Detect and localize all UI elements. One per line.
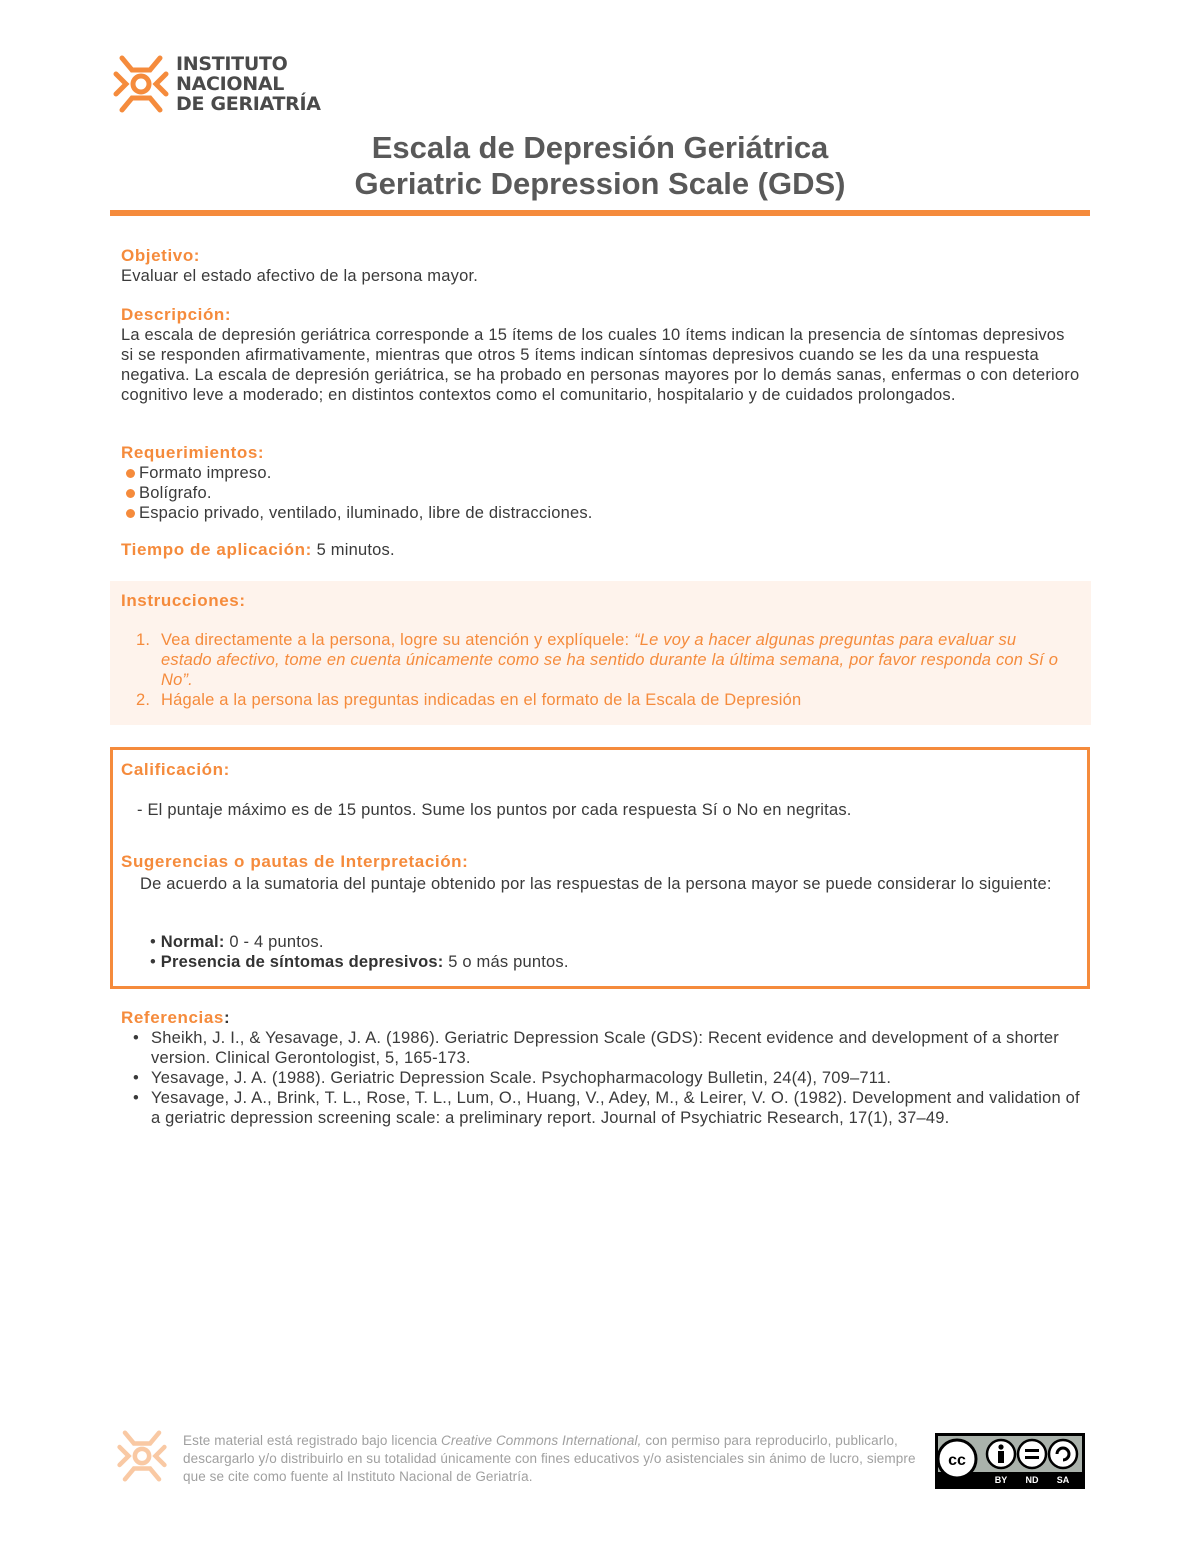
list-item: Formato impreso.	[121, 463, 1081, 483]
objetivo-label: Objetivo:	[121, 246, 201, 265]
section-tiempo	[121, 540, 1081, 560]
title-english: Geriatric Depression Scale (GDS)	[354, 166, 846, 201]
title-divider	[110, 210, 1090, 216]
cc-label-by: BY	[994, 1475, 1008, 1485]
list-item: Bolígrafo.	[121, 483, 1081, 503]
sugerencias-text: De acuerdo a la sumatoria del puntaje obtenido por las respuestas de la persona mayor se puede considerar lo siguiente:	[140, 875, 1052, 893]
page-title	[0, 130, 1200, 202]
logo-text-line2: NACIONAL	[176, 73, 285, 95]
calificacion-text: - El puntaje máximo es de 15 puntos. Sume los puntos por cada respuesta Sí o No en negritas.	[137, 801, 852, 819]
license-notice: Este material está registrado bajo licencia Creative Commons International, con permiso para reproducirlo, publicarlo, descargarlo y/o distribuirlo en su totalidad únicamente con fines educativos y/o asistenciales sin ánimo de lucro, siempre que se cite como fuente al Instituto Nacional de Geriatría.	[183, 1433, 916, 1484]
instructions-list	[136, 630, 1066, 710]
sugerencias-label: Sugerencias o pautas de Interpretación:	[121, 852, 469, 871]
instruction-quote: “Le voy a hacer algunas preguntas para evaluar su estado afectivo, tome en cuenta únicamente como se ha sentido durante la última semana, por favor responda con Sí o No”.	[161, 631, 1059, 689]
cc-label-nd: ND	[1025, 1475, 1039, 1485]
calificacion-label: Calificación:	[121, 760, 230, 779]
logo-mark-icon	[112, 50, 170, 118]
section-requerimientos	[121, 443, 1081, 523]
section-objetivo	[121, 246, 1081, 286]
cc-mark-text: cc	[948, 1452, 966, 1469]
reference-item: • Yesavage, J. A., Brink, T. L., Rose, T. L., Lum, O., Huang, V., Adey, M., & Leirer, V. O. (1982). Development and validation of a geriatric depression screening scale: a preliminary report. Journal of Psychiatric Research, 17(1), 37–49.	[133, 1089, 1080, 1127]
list-item: • Normal: 0 - 4 puntos.	[150, 933, 324, 951]
creative-commons-badge-icon	[935, 1433, 1085, 1489]
descripcion-label: Descripción:	[121, 305, 232, 324]
instrucciones-label: Instrucciones:	[121, 591, 246, 610]
logo-text-line1: INSTITUTO	[176, 53, 288, 75]
cc-label-sa: SA	[1056, 1475, 1070, 1485]
tiempo-label: Tiempo de aplicación:	[121, 540, 312, 559]
bullet-dot-icon	[126, 509, 135, 518]
reference-item: • Yesavage, J. A. (1988). Geriatric Depression Scale. Psychopharmacology Bulletin, 24(4), 709–711.	[133, 1069, 892, 1087]
list-item: • Presencia de síntomas depresivos: 5 o más puntos.	[150, 953, 569, 971]
bullet-dot-icon	[126, 489, 135, 498]
list-item: Espacio privado, ventilado, iluminado, libre de distracciones.	[121, 503, 1081, 523]
referencias-label: Referencias:	[121, 1008, 231, 1027]
reference-item: • Sheikh, J. I., & Yesavage, J. A. (1986). Geriatric Depression Scale (GDS): Recent evidence and development of a shorter version. Clinical Gerontologist, 5, 165-173.	[133, 1029, 1059, 1067]
institute-logo	[112, 50, 342, 122]
title-spanish: Escala de Depresión Geriátrica	[371, 130, 829, 165]
instruction-item-2: 2. Hágale a la persona las preguntas indicadas en el formato de la Escala de Depresión	[136, 691, 802, 709]
references-list	[131, 1028, 1081, 1128]
objetivo-text: Evaluar el estado afectivo de la persona mayor.	[121, 267, 479, 285]
instruction-item-1: 1. Vea directamente a la persona, logre su atención y explíquele: “Le voy a hacer algunas preguntas para evaluar su estado afectivo, tome en cuenta únicamente como se ha sentido durante la última semana, por favor responda con Sí o No”.	[136, 631, 1059, 689]
requerimientos-label: Requerimientos:	[121, 443, 265, 462]
descripcion-text: La escala de depresión geriátrica corresponde a 15 ítems de los cuales 10 ítems indican la presencia de síntomas depresivos si se responden afirmativamente, mientras que otros 5 ítems indican síntomas depresivos cuando se les da una respuesta negativa. La escala de depresión geriátrica, se ha probado en personas mayores por lo demás sanas, enfermas o con deterioro cognitivo leve a moderado; en distintos contextos como el comunitario, hospitalario y de cuidados prolongados.	[121, 326, 1080, 404]
bullet-dot-icon	[126, 469, 135, 478]
footer-logo-mark-icon	[116, 1424, 168, 1488]
tiempo-value: 5 minutos.	[316, 541, 395, 559]
interpretation-list	[150, 932, 1050, 972]
logo-text-line3: DE GERIATRÍA	[176, 93, 321, 115]
section-descripcion	[121, 305, 1081, 405]
